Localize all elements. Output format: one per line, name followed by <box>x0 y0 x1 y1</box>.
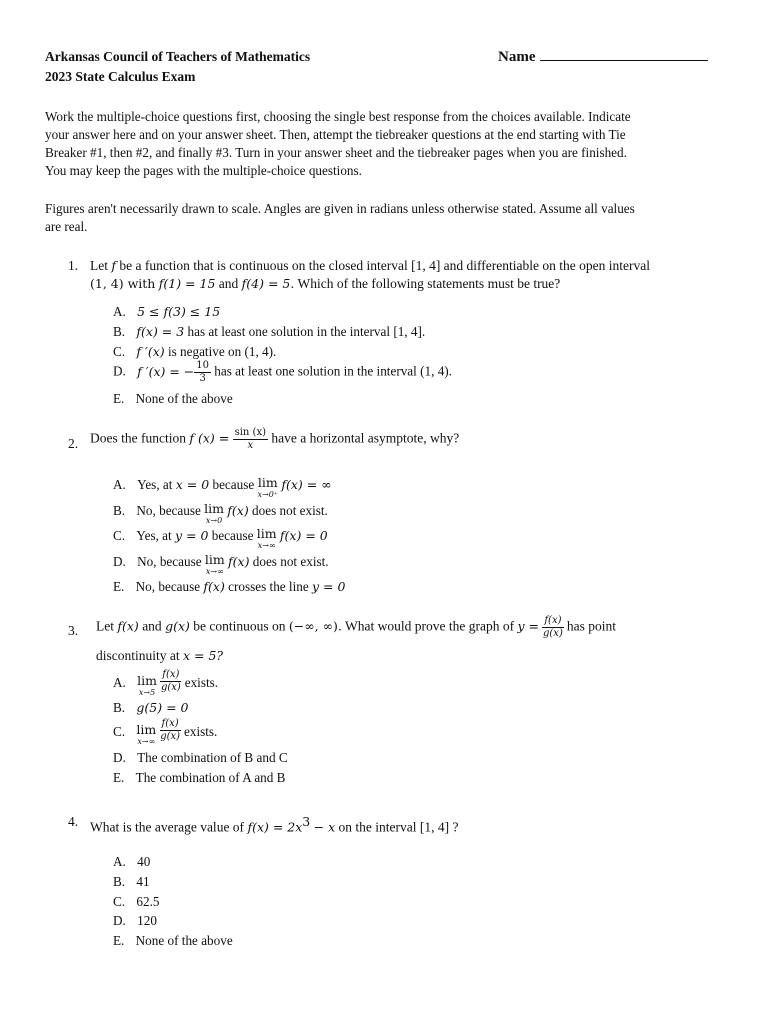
q1-option-a[interactable] <box>113 304 220 320</box>
q3-option-b[interactable] <box>113 700 188 716</box>
option-letter: B. <box>113 324 126 339</box>
q4-option-c[interactable] <box>113 894 159 910</box>
limit <box>205 554 225 576</box>
option-math: y = 0 <box>175 528 209 543</box>
organization-name: Arkansas Council of Teachers of Mathematics <box>45 49 311 64</box>
q3-option-d[interactable] <box>113 750 288 766</box>
q2-text: have a horizontal asymptote, why? <box>271 430 460 446</box>
limit-operator: lim <box>204 552 225 567</box>
instructions-line: Work the multiple-choice questions first, choosing the single best response from the choices available. Indicate <box>45 109 631 124</box>
limit-subscript: x→∞ <box>137 736 156 746</box>
option-letter: D. <box>113 363 126 379</box>
denominator: x <box>247 440 254 451</box>
option-math: f ′(x) <box>136 344 165 359</box>
option-letter: E. <box>113 579 125 594</box>
option-math: f(x) = 0 <box>279 528 328 543</box>
question-3-number: 3. <box>68 623 79 638</box>
q2-text: Does the function <box>90 430 186 446</box>
q4-text: on the interval [1, 4] ? <box>338 819 459 835</box>
option-letter: C. <box>113 528 126 543</box>
numerator: f(x) <box>162 669 180 680</box>
exam-title: 2023 State Calculus Exam <box>45 69 196 84</box>
q1-math: f(1) = 15 <box>158 276 216 291</box>
q4-text: What is the average value of <box>90 819 245 835</box>
q3-math: y = <box>517 618 539 634</box>
q4-math: f(x) = 2x <box>247 819 303 835</box>
q1-math: f(4) = 5. <box>241 276 295 291</box>
option-letter: D. <box>113 913 126 928</box>
option-letter: E. <box>113 770 125 785</box>
limit <box>257 528 277 550</box>
q3-option-e[interactable] <box>113 770 285 786</box>
q1-text: Let <box>90 258 108 273</box>
option-text: has at least one solution in the interval (1, 4). <box>214 363 452 379</box>
limit-operator: lim <box>257 475 278 490</box>
option-letter: D. <box>113 554 126 569</box>
instructions-line: are real. <box>45 219 88 234</box>
denominator: 3 <box>199 373 206 384</box>
option-text: Yes, at <box>137 477 173 492</box>
q1-option-b[interactable] <box>113 324 425 340</box>
instructions-line: your answer here and on your answer sheet. Then, attempt the tiebreaker questions at the end starting with Tie <box>45 127 626 142</box>
limit-subscript: x→0⁺ <box>257 489 279 499</box>
option-math: f ′(x) = − <box>137 363 195 379</box>
instructions-line: Figures aren't necessarily drawn to scale. Angles are given in radians unless otherwise stated. Assume all values <box>45 201 635 216</box>
instructions-line: You may keep the pages with the multiple-choice questions. <box>45 163 362 178</box>
option-text: has at least one solution in the interval [1, 4]. <box>187 324 426 339</box>
question-3-stem-line-2 <box>96 648 223 664</box>
option-text: No, because <box>136 503 201 518</box>
fraction <box>233 428 268 451</box>
limit-subscript: x→0 <box>205 515 223 525</box>
question-4-number: 4. <box>68 814 79 829</box>
option-text: crosses the line <box>228 579 309 594</box>
q1-text: and <box>218 276 239 291</box>
question-1-stem <box>90 258 740 274</box>
name-label: Name <box>498 49 536 65</box>
q3-math: (−∞, ∞). <box>288 618 342 634</box>
q3-text: discontinuity at <box>96 648 180 663</box>
limit-subscript: x→∞ <box>205 566 224 576</box>
fraction <box>194 361 211 384</box>
option-math: f(x) = 3 <box>136 324 185 339</box>
instructions-paragraph-2 <box>45 200 735 236</box>
q3-text: has point <box>566 618 616 634</box>
option-letter: B. <box>113 874 126 889</box>
question-2-stem <box>90 428 740 451</box>
option-text: because <box>212 477 255 492</box>
numerator: 10 <box>196 360 209 371</box>
q1-math: f <box>111 258 117 273</box>
question-3-stem <box>96 616 746 639</box>
option-text: 62.5 <box>136 894 160 909</box>
option-text: because <box>211 528 254 543</box>
q3-math: f(x) <box>117 618 139 634</box>
option-letter: A. <box>113 304 126 319</box>
option-text: exists. <box>184 675 219 690</box>
question-1-stem-line-2 <box>90 276 740 292</box>
q3-text: and <box>142 618 162 634</box>
q1-text: (1, 4) with <box>90 276 156 291</box>
numerator: sin (x) <box>234 427 266 438</box>
numerator: f(x) <box>161 718 179 729</box>
q4-option-e[interactable] <box>113 933 233 949</box>
option-math: x = 0 <box>175 477 210 492</box>
option-text: 41 <box>136 874 150 889</box>
option-math: f(x) = ∞ <box>281 477 332 492</box>
option-text: exists. <box>184 724 218 739</box>
q3-text: What would prove the graph of <box>345 618 515 634</box>
limit <box>137 670 157 697</box>
limit-operator: lim <box>204 501 224 516</box>
limit <box>204 503 224 525</box>
option-letter: E. <box>113 933 125 948</box>
option-text: No, because <box>137 554 202 569</box>
name-blank-line[interactable] <box>540 48 708 61</box>
question-2-number: 2. <box>68 436 79 451</box>
q4-option-b[interactable] <box>113 874 150 890</box>
denominator: g(x) <box>160 682 181 693</box>
denominator: g(x) <box>543 628 563 639</box>
denominator: g(x) <box>160 731 181 742</box>
option-letter: A. <box>113 854 126 869</box>
option-text: does not exist. <box>252 554 329 569</box>
q4-option-a[interactable] <box>113 854 150 870</box>
option-math: 5 ≤ f(3) ≤ 15 <box>137 304 221 319</box>
limit-operator: lim <box>137 673 157 688</box>
fraction <box>160 719 181 742</box>
limit-operator: lim <box>136 722 157 737</box>
option-math: f(x) <box>203 579 225 594</box>
option-text: None of the above <box>135 391 233 406</box>
option-letter: C. <box>113 344 126 359</box>
limit-subscript: x→5 <box>138 687 156 697</box>
option-text: Yes, at <box>136 528 172 543</box>
q3-math: g(x) <box>165 618 190 634</box>
option-text: None of the above <box>135 933 233 948</box>
q4-math: − x <box>313 819 336 835</box>
option-text: 120 <box>137 913 157 928</box>
option-letter: A. <box>113 477 126 492</box>
option-letter: A. <box>113 675 126 690</box>
q2-option-a[interactable] <box>113 477 332 499</box>
name-field[interactable] <box>498 48 708 66</box>
option-text: does not exist. <box>252 503 328 518</box>
option-text: No, because <box>135 579 201 594</box>
option-text: The combination of B and C <box>137 750 288 765</box>
limit <box>258 477 279 499</box>
limit <box>136 719 156 746</box>
limit-operator: lim <box>256 526 277 541</box>
instructions-line: Breaker #1, then #2, and finally #3. Turn in your answer sheet and the tiebreaker pages when you are finished. <box>45 145 627 160</box>
q3-option-c[interactable] <box>113 719 217 746</box>
option-letter: B. <box>113 503 126 518</box>
q1-option-d[interactable] <box>113 361 452 384</box>
option-text: 40 <box>137 854 151 869</box>
q3-text: be continuous on <box>193 618 286 634</box>
option-letter: C. <box>113 724 126 739</box>
q2-option-e[interactable] <box>113 579 345 595</box>
q1-option-c[interactable] <box>113 344 276 360</box>
question-1-number: 1. <box>68 258 79 273</box>
option-math: g(5) = 0 <box>136 700 189 715</box>
option-letter: D. <box>113 750 126 765</box>
option-text: The combination of A and B <box>135 770 286 785</box>
q1-text: Which of the following statements must be true? <box>297 276 561 291</box>
q4-exponent: 3 <box>302 814 311 829</box>
q2-option-d[interactable] <box>113 554 329 576</box>
q2-option-c[interactable] <box>113 528 328 550</box>
q1-text: be a function that is continuous on the closed interval [1, 4] and differentiable on the open interval <box>119 258 650 273</box>
limit-subscript: x→∞ <box>257 540 276 550</box>
q2-math: f (x) = <box>189 430 230 446</box>
instructions-paragraph-1 <box>45 108 735 180</box>
fraction <box>542 616 563 639</box>
numerator: f(x) <box>544 615 562 626</box>
q3-text: Let <box>96 618 114 634</box>
option-math: y = 0 <box>312 579 346 594</box>
option-letter: E. <box>113 391 125 406</box>
option-letter: B. <box>113 700 126 715</box>
q3-option-a[interactable] <box>113 670 218 697</box>
option-math: f(x) <box>227 503 249 518</box>
q2-option-b[interactable] <box>113 503 328 525</box>
option-text: is negative on (1, 4). <box>167 344 277 359</box>
q3-math: x = 5? <box>183 648 224 663</box>
q4-option-d[interactable] <box>113 913 157 929</box>
option-letter: C. <box>113 894 126 909</box>
option-math: f(x) <box>228 554 250 569</box>
fraction <box>160 670 181 693</box>
q1-option-e[interactable] <box>113 391 233 407</box>
question-4-stem <box>90 814 740 836</box>
